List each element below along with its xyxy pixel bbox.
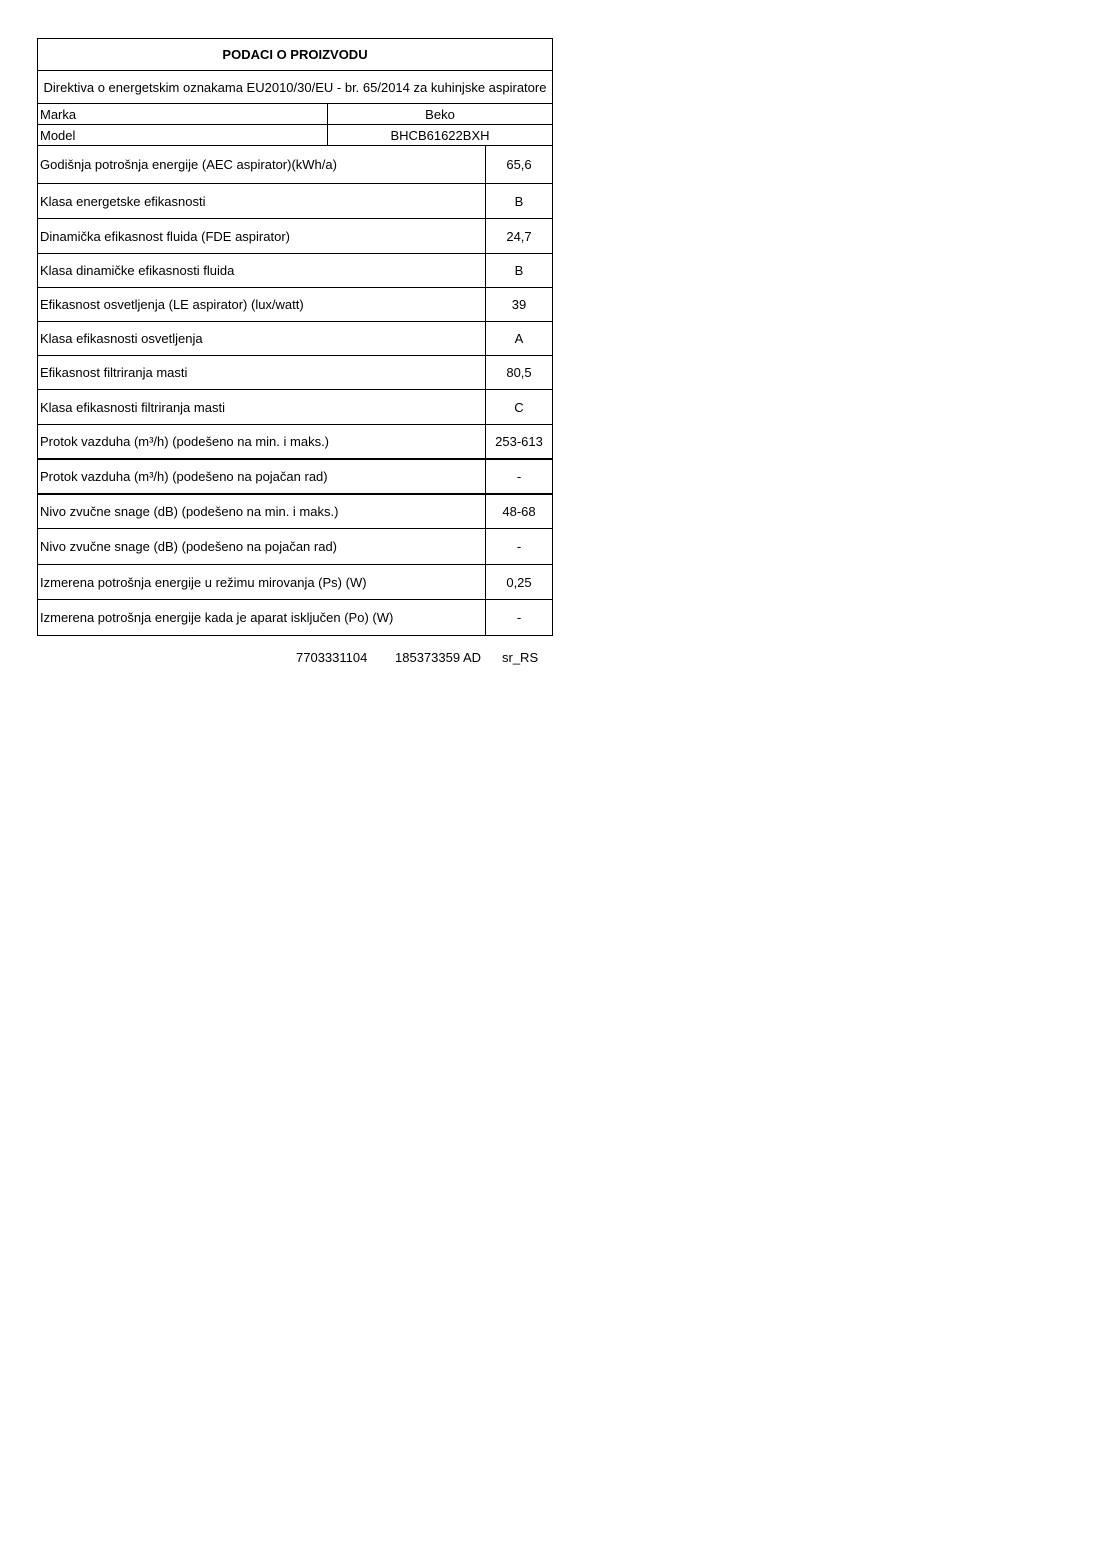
spec-value: C [486, 390, 553, 425]
spec-row-off-mode [38, 600, 553, 636]
spec-label: Efikasnost filtriranja masti [38, 356, 486, 390]
footer-locale: sr_RS [502, 650, 539, 665]
spec-value: A [486, 322, 553, 356]
spec-label: Efikasnost osvetljenja (LE aspirator) (lux/watt) [38, 288, 486, 322]
spec-label: Izmerena potrošnja energije kada je aparat isključen (Po) (W) [38, 600, 486, 636]
page-title: PODACI O PROIZVODU [38, 39, 553, 71]
footer-code: 7703331104 [296, 650, 368, 665]
spec-value: 0,25 [486, 565, 553, 600]
spec-label: Klasa dinamičke efikasnosti fluida [38, 254, 486, 288]
spec-label: Klasa energetske efikasnosti [38, 184, 486, 219]
spec-value: 24,7 [486, 219, 553, 254]
directive-text: Direktiva o energetskim oznakama EU2010/30/EU - br. 65/2014 za kuhinjske aspiratore [38, 71, 553, 104]
spec-label: Dinamička efikasnost fluida (FDE aspirator) [38, 219, 486, 254]
spec-row-lighting [38, 288, 553, 322]
spec-label: Godišnja potrošnja energije (AEC aspirator)(kWh/a) [38, 146, 486, 184]
spec-value: B [486, 254, 553, 288]
spec-row-airflow [38, 425, 553, 460]
spec-row-grease-class [38, 390, 553, 425]
spec-row-standby [38, 565, 553, 600]
brand-label: Marka [38, 104, 328, 125]
spec-row-airflow-boost [38, 459, 553, 494]
spec-row-grease [38, 356, 553, 390]
spec-label: Klasa efikasnosti filtriranja masti [38, 390, 486, 425]
spec-value: 80,5 [486, 356, 553, 390]
title-row [38, 39, 553, 71]
spec-label: Protok vazduha (m³/h) (podešeno na min. i maks.) [38, 425, 486, 460]
spec-row-fde-class [38, 254, 553, 288]
spec-value: - [486, 459, 553, 494]
product-data-table [37, 38, 553, 636]
spec-label: Klasa efikasnosti osvetljenja [38, 322, 486, 356]
brand-row [38, 104, 553, 125]
document-footer [37, 650, 552, 666]
spec-row-fde [38, 219, 553, 254]
spec-label: Izmerena potrošnja energije u režimu mirovanja (Ps) (W) [38, 565, 486, 600]
brand-value: Beko [328, 104, 553, 125]
model-label: Model [38, 125, 328, 146]
model-value: BHCB61622BXH [328, 125, 553, 146]
spec-value: 253-613 [486, 425, 553, 460]
spec-row-noise-boost [38, 529, 553, 565]
spec-value: 48-68 [486, 494, 553, 529]
spec-value: - [486, 529, 553, 565]
spec-value: 39 [486, 288, 553, 322]
spec-label: Nivo zvučne snage (dB) (podešeno na pojačan rad) [38, 529, 486, 565]
spec-row-energy-class [38, 184, 553, 219]
spec-value: - [486, 600, 553, 636]
subtitle-row [38, 71, 553, 104]
spec-label: Nivo zvučne snage (dB) (podešeno na min. i maks.) [38, 494, 486, 529]
spec-row-annual-energy [38, 146, 553, 184]
spec-row-noise [38, 494, 553, 529]
spec-label: Protok vazduha (m³/h) (podešeno na pojačan rad) [38, 459, 486, 494]
spec-row-lighting-class [38, 322, 553, 356]
footer-reference: 185373359 AD [395, 650, 482, 665]
product-data-sheet [37, 38, 552, 636]
model-row [38, 125, 553, 146]
spec-value: B [486, 184, 553, 219]
spec-value: 65,6 [486, 146, 553, 184]
